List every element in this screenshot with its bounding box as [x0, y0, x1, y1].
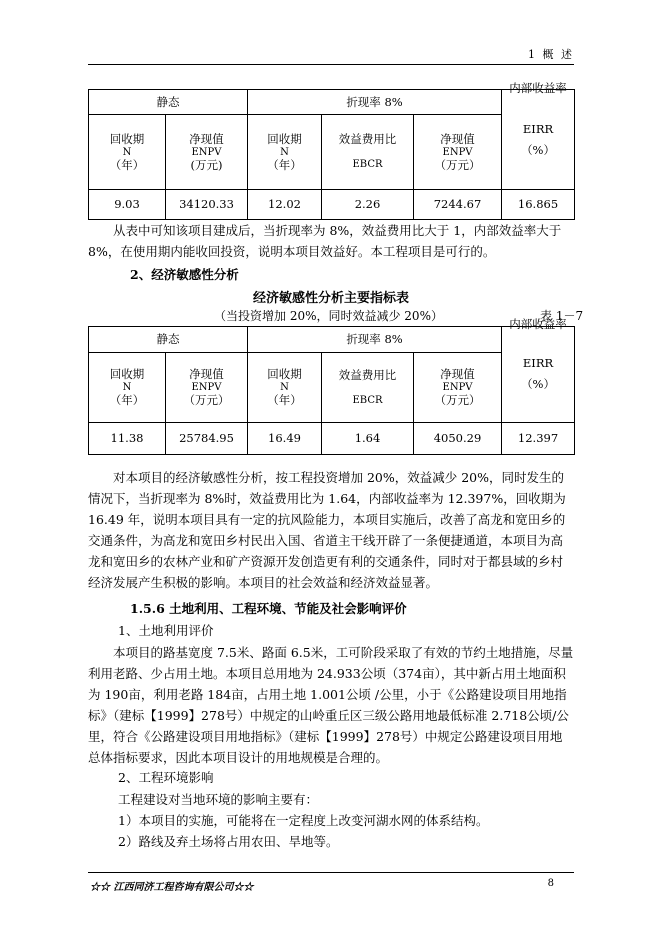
col-npv-static: [166, 115, 248, 190]
table2-title: 经济敏感性分析主要指标表: [252, 291, 409, 306]
irr-code: EIRR: [522, 356, 554, 370]
header-discount-rate: 折现率 8%: [248, 327, 502, 353]
label-unit: （年）: [267, 157, 302, 172]
header-irr: 内部收益率: [509, 81, 567, 95]
paragraph-land-use: 本项目的路基宽度 7.5米、路面 6.5米，工可阶段采取了有效的节约土地措施，尽量利用老路、少占用土地。本项目总用地为 24.933公顷（374亩），其中新占用土地面积为 190亩，利用老路 184亩，占用土地 1.001公顷 /公里，小于《公路建设项目用地指标》（建标【1999】278号）中规定的山岭重丘区三级公路用地最低标准 2.718公顷/公里，符合《公路建设项目用地指标》（建标【1999】278号）中规定公路建设项目用地总体指标要求，因此本项目设计的用地规模是合理的。: [88, 645, 574, 765]
col-payback-static: [89, 353, 166, 423]
footer-rule: [88, 872, 574, 873]
table-cell: 12.397: [502, 423, 575, 455]
label: 回收期: [267, 131, 302, 146]
label: 回收期: [267, 367, 302, 381]
irr-unit: （%）: [521, 143, 555, 157]
header-static: 静态: [89, 327, 248, 353]
table-cell: 2.26: [322, 190, 414, 220]
table-cell: 16.49: [248, 423, 322, 455]
label-symbol: N: [122, 146, 132, 158]
col-payback-static: [89, 115, 166, 190]
table-cell: 1.64: [322, 423, 414, 455]
table-cell: 7244.67: [414, 190, 502, 220]
label: 回收期: [109, 131, 145, 146]
label-symbol: N: [122, 382, 132, 393]
table-cell: 9.03: [89, 190, 166, 220]
paragraph-sensitivity: 对本项目的经济敏感性分析，按工程投资增加 20%，效益减少 20%，同时发生的情况下，当折现率为 8%时，效益费用比为 1.64，内部收益率为 12.397%，回收期为 16.49 年，说明本项目具有一定的抗风险能力，本项目实施后，改善了高龙和宽田乡的交通条件，为高龙和宽田乡村民出入国、省道主干线开辟了一条便捷通道，本项目为高龙和宽田乡的农林产业和矿产资源开发创造更有利的交通条件，同时对于都县域的乡村经济发展产生积极的影响。本项目的社会效益和经济效益显著。: [88, 470, 566, 590]
label: 效益费用比: [338, 367, 397, 382]
table-cell: 11.38: [89, 423, 166, 455]
section-heading-sensitivity: 2、经济敏感性分析: [130, 267, 239, 282]
header-irr: 内部收益率: [509, 317, 567, 331]
economic-evaluation-table: [88, 81, 575, 220]
col-payback-dynamic: [248, 353, 322, 423]
table-cell: 12.02: [248, 190, 322, 220]
label: 净现值: [440, 131, 475, 146]
table-cell: 25784.95: [166, 423, 248, 455]
label-symbol: N: [280, 146, 289, 158]
label: 净现值: [189, 131, 224, 146]
label-symbol: ENPV: [191, 382, 222, 393]
sensitivity-table: [88, 317, 575, 455]
col-npv-static: [166, 353, 248, 423]
header-irr-cell: [502, 81, 575, 190]
paragraph-result: 从表中可知该项目建成后，当折现率为 8%，效益费用比大于 1，内部效益率大于 8%，在使用期内能收回投资，说明本项目效益好。本工程项目是可行的。: [88, 223, 562, 259]
table2-subtitle: （当投资增加 20%，同时效益减少 20%）: [214, 309, 443, 323]
label: 净现值: [189, 367, 224, 381]
table-cell: 16.865: [502, 190, 575, 220]
table2-number: 表 1－7: [540, 309, 584, 323]
section-heading-land-use: 1.5.6 土地利用、工程环境、节能及社会影响评价: [130, 601, 407, 616]
label-unit: (万元): [190, 157, 223, 172]
label-symbol: ENPV: [442, 146, 473, 158]
label: 效益费用比: [338, 132, 397, 146]
subheading-land-use: 1、土地利用评价: [118, 623, 214, 638]
label-symbol: N: [280, 382, 289, 393]
list-item: 2）路线及弃土场将占用农田、旱地等。: [118, 834, 339, 849]
label-unit: （万元）: [434, 393, 481, 407]
col-ebcr: [322, 353, 414, 423]
label-unit: （年）: [109, 393, 145, 407]
label: 净现值: [440, 367, 475, 381]
label-unit: （年）: [109, 157, 145, 172]
header-static: 静态: [89, 90, 248, 115]
table-cell: 34120.33: [166, 190, 248, 220]
footer-company: ☆☆ 江西同济工程咨询有限公司☆☆: [90, 882, 254, 893]
header-irr-cell: [502, 317, 575, 423]
list-item: 1）本项目的实施，可能将在一定程度上改变河湖水网的体系结构。: [118, 813, 489, 828]
running-header: 1 概 述: [528, 48, 574, 61]
page-number: 8: [547, 878, 554, 889]
label: 回收期: [109, 367, 145, 381]
label-unit: （万元）: [183, 393, 230, 407]
header-rule: [88, 64, 574, 65]
label-symbol: EBCR: [352, 159, 383, 170]
col-ebcr: [322, 115, 414, 190]
paragraph-environment: 工程建设对当地环境的影响主要有：: [118, 792, 319, 807]
irr-code: EIRR: [522, 122, 554, 136]
label-unit: （年）: [267, 393, 302, 407]
label-unit: （万元）: [434, 157, 481, 172]
table-cell: 4050.29: [414, 423, 502, 455]
subheading-environment: 2、工程环境影响: [118, 770, 214, 785]
label-symbol: ENPV: [191, 146, 222, 158]
col-npv-dynamic: [414, 353, 502, 423]
label-symbol: ENPV: [442, 382, 473, 393]
col-npv-dynamic: [414, 115, 502, 190]
label-symbol: EBCR: [352, 394, 383, 406]
irr-unit: （%）: [521, 377, 555, 391]
col-payback-dynamic: [248, 115, 322, 190]
header-discount-rate: 折现率 8%: [248, 90, 502, 115]
